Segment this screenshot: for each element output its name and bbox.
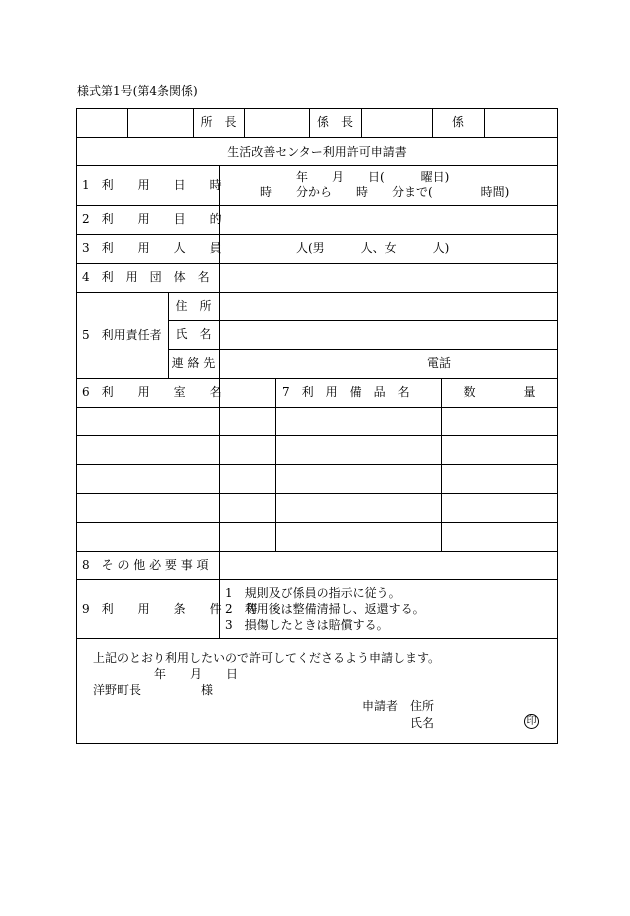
form-title: 生活改善センター利用許可申請書 <box>227 145 407 159</box>
row-divider <box>76 407 558 408</box>
row-divider <box>168 349 558 350</box>
usage-conditions-label: 9 利 用 条 件 等 <box>82 602 258 616</box>
quantity-label: 数 量 <box>463 385 536 399</box>
organization-name-label: 4 利 用 団 体 名 <box>82 270 210 284</box>
usage-time-line: 時 分から 時 分まで( 時間) <box>260 185 510 199</box>
column-divider <box>275 378 276 551</box>
addressee: 洋野町長 様 <box>93 683 214 697</box>
applicant-address-label: 申請者 住所 <box>362 699 435 713</box>
responsible-name-label: 氏 名 <box>175 327 212 341</box>
row-divider <box>76 263 558 264</box>
column-divider <box>219 165 220 638</box>
row-divider <box>76 234 558 235</box>
room-name-label: 6 利 用 室 名 <box>82 385 222 399</box>
row-divider <box>76 579 558 580</box>
approval-section-chief-label: 係 長 <box>316 115 353 129</box>
row-divider <box>76 551 558 552</box>
application-form-table <box>76 108 558 744</box>
condition-item: 3 損傷したときは賠償する。 <box>225 618 389 632</box>
row-divider <box>76 205 558 206</box>
other-matters-label: 8 そ の 他 必 要 事 項 <box>82 558 209 572</box>
responsible-person-label: 5 利用責任者 <box>82 328 162 342</box>
usage-purpose-label: 2 利 用 目 的 <box>82 212 222 226</box>
usage-headcount-label: 3 利 用 人 員 <box>82 241 222 255</box>
phone-label: 電話 <box>427 356 452 370</box>
condition-item: 2 利用後は整備清掃し、返還する。 <box>225 602 425 616</box>
column-divider <box>127 108 128 137</box>
column-divider <box>484 108 485 137</box>
column-divider <box>441 378 442 551</box>
row-divider <box>76 378 558 379</box>
equipment-name-label: 7 利 用 備 品 名 <box>282 385 410 399</box>
form-number-label: 様式第1号(第4条関係) <box>77 84 198 98</box>
responsible-contact-label: 連 絡 先 <box>171 356 216 370</box>
usage-datetime-label: 1 利 用 日 時 <box>82 178 222 192</box>
usage-date-line: 年 月 日( 曜日) <box>296 170 450 184</box>
approval-staff-label: 係 <box>451 115 464 129</box>
row-divider <box>76 435 558 436</box>
request-statement: 上記のとおり利用したいので許可してくださるよう申請します。 <box>93 651 441 665</box>
row-divider <box>76 165 558 166</box>
row-divider <box>76 464 558 465</box>
applicant-name-label: 氏名 <box>410 716 435 730</box>
row-divider <box>76 292 558 293</box>
row-divider <box>76 638 558 639</box>
request-date: 年 月 日 <box>154 667 239 681</box>
row-divider <box>168 320 558 321</box>
row-divider <box>76 522 558 523</box>
responsible-address-label: 住 所 <box>175 299 212 313</box>
usage-headcount-value: 人(男 人、女 人) <box>296 241 450 255</box>
condition-item: 1 規則及び係員の指示に従う。 <box>225 586 401 600</box>
seal-icon: 印 <box>524 714 539 729</box>
row-divider <box>76 493 558 494</box>
row-divider <box>76 137 558 138</box>
column-divider <box>361 108 362 137</box>
column-divider <box>244 108 245 137</box>
approval-chief-label: 所 長 <box>200 115 237 129</box>
